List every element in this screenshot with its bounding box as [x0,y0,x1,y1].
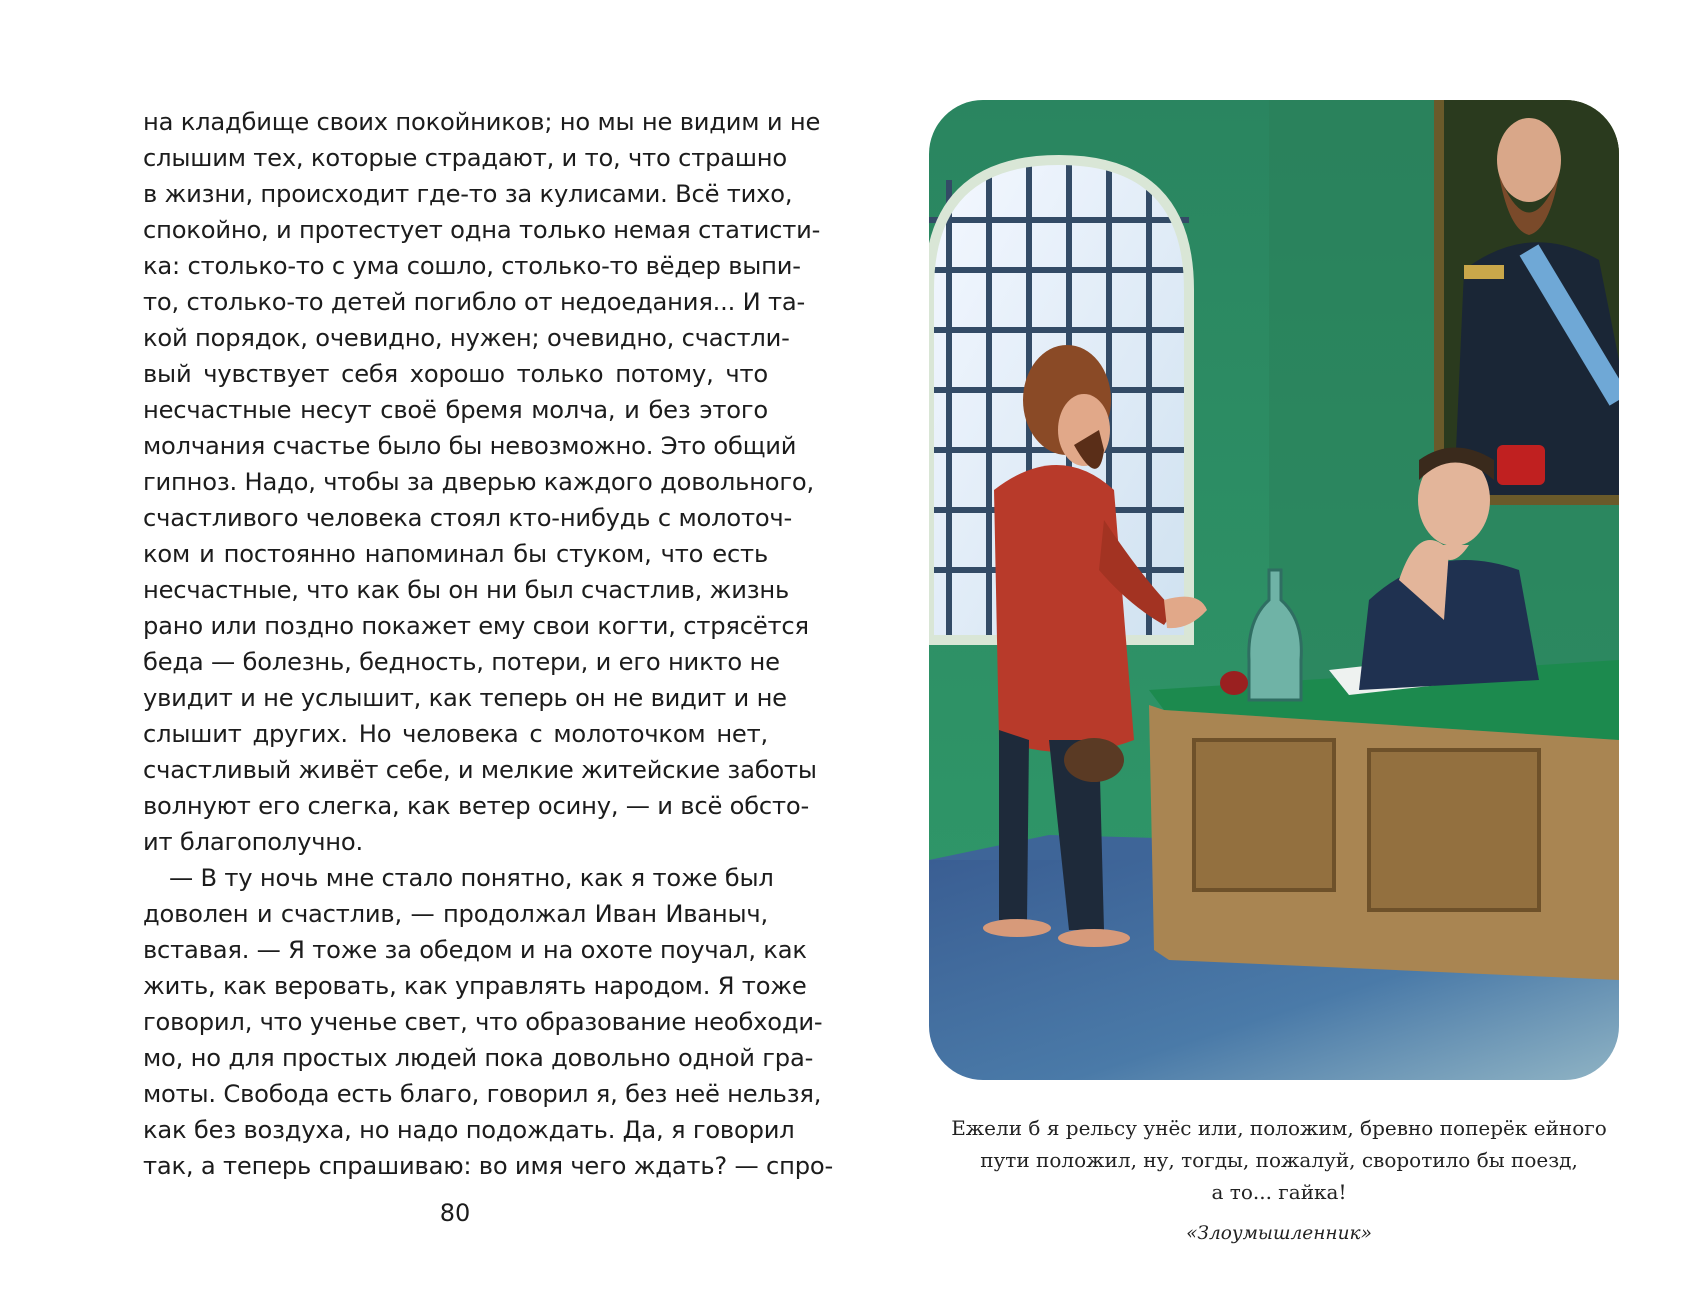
text-line: мо, но для простых людей пока довольно одной гра- [143,1044,814,1072]
text-line: доволен и счастлив, — продолжал Иван Иваныч, [143,900,768,928]
text-line: слышим тех, которые страдают, и то, что страшно [143,144,788,172]
text-line: в жизни, происходит где-то за кулисами. Всё тихо, [143,180,793,208]
text-line: жить, как веровать, как управлять народом. Я тоже [143,972,807,1000]
text-line: рано или поздно покажет ему свои когти, стрясётся [143,612,809,640]
caption-line: а то... гайка! [1211,1180,1347,1204]
text-line: вый чувствует себя хорошо только потому, что [143,360,768,388]
text-line: несчастные несут своё бремя молча, и без этого [143,396,768,424]
caption-source: «Злоумышленник» [1186,1223,1372,1244]
right-page [844,0,1688,1311]
text-line: спокойно, и протестует одна только немая статисти- [143,216,821,244]
text-line: вставая. — Я тоже за обедом и на охоте поучал, как [143,936,807,964]
text-line: как без воздуха, но надо подождать. Да, я говорил [143,1116,795,1144]
text-line: несчастные, что как бы он ни был счастлив, жизнь [143,576,790,604]
text-line: счастливого человека стоял кто-нибудь с молоточ- [143,504,793,532]
paragraph-end-line: ит благополучно. [143,828,363,856]
text-line: гипноз. Надо, чтобы за дверью каждого довольного, [143,468,815,496]
page-number: 80 [439,1199,471,1227]
text-line: слышит других. Но человека с молоточком нет, [143,720,768,748]
text-line: счастливый живёт себе, и мелкие житейские заботы [143,756,817,784]
illustration-image [929,100,1619,1080]
text-line: ка: столько-то с ума сошло, столько-то вёдер выпи- [143,252,801,280]
text-line: увидит и не услышит, как теперь он не видит и не [143,684,787,712]
caption-line: Ежели б я рельсу унёс или, положим, бревно поперёк ейного [951,1116,1607,1140]
text-line: молчания счастье было бы невозможно. Это общий [143,432,797,460]
body-text [143,104,833,1184]
text-line: беда — болезнь, бедность, потери, и его никто не [143,648,780,676]
text-line: на кладбище своих покойников; но мы не видим и не [143,108,821,136]
paragraph-start-line: — В ту ночь мне стало понятно, как я тоже был [169,864,774,892]
text-line: ком и постоянно напоминал бы стуком, что есть [143,540,768,568]
text-line: волнуют его слегка, как ветер осину, — и всё обсто- [143,792,810,820]
text-line: так, а теперь спрашиваю: во имя чего ждать? — спро- [143,1152,833,1180]
caption-line: пути положил, ну, тогды, пожалуй, своротило бы поезд, [980,1148,1578,1172]
text-line: моты. Свобода есть благо, говорил я, без неё нельзя, [143,1080,822,1108]
illustration-caption [934,1112,1624,1208]
text-line: кой порядок, очевидно, нужен; очевидно, счастли- [143,324,790,352]
text-line: говорил, что ученье свет, что образование необходи- [143,1008,823,1036]
text-line: то, столько-то детей погибло от недоедания... И та- [143,288,806,316]
